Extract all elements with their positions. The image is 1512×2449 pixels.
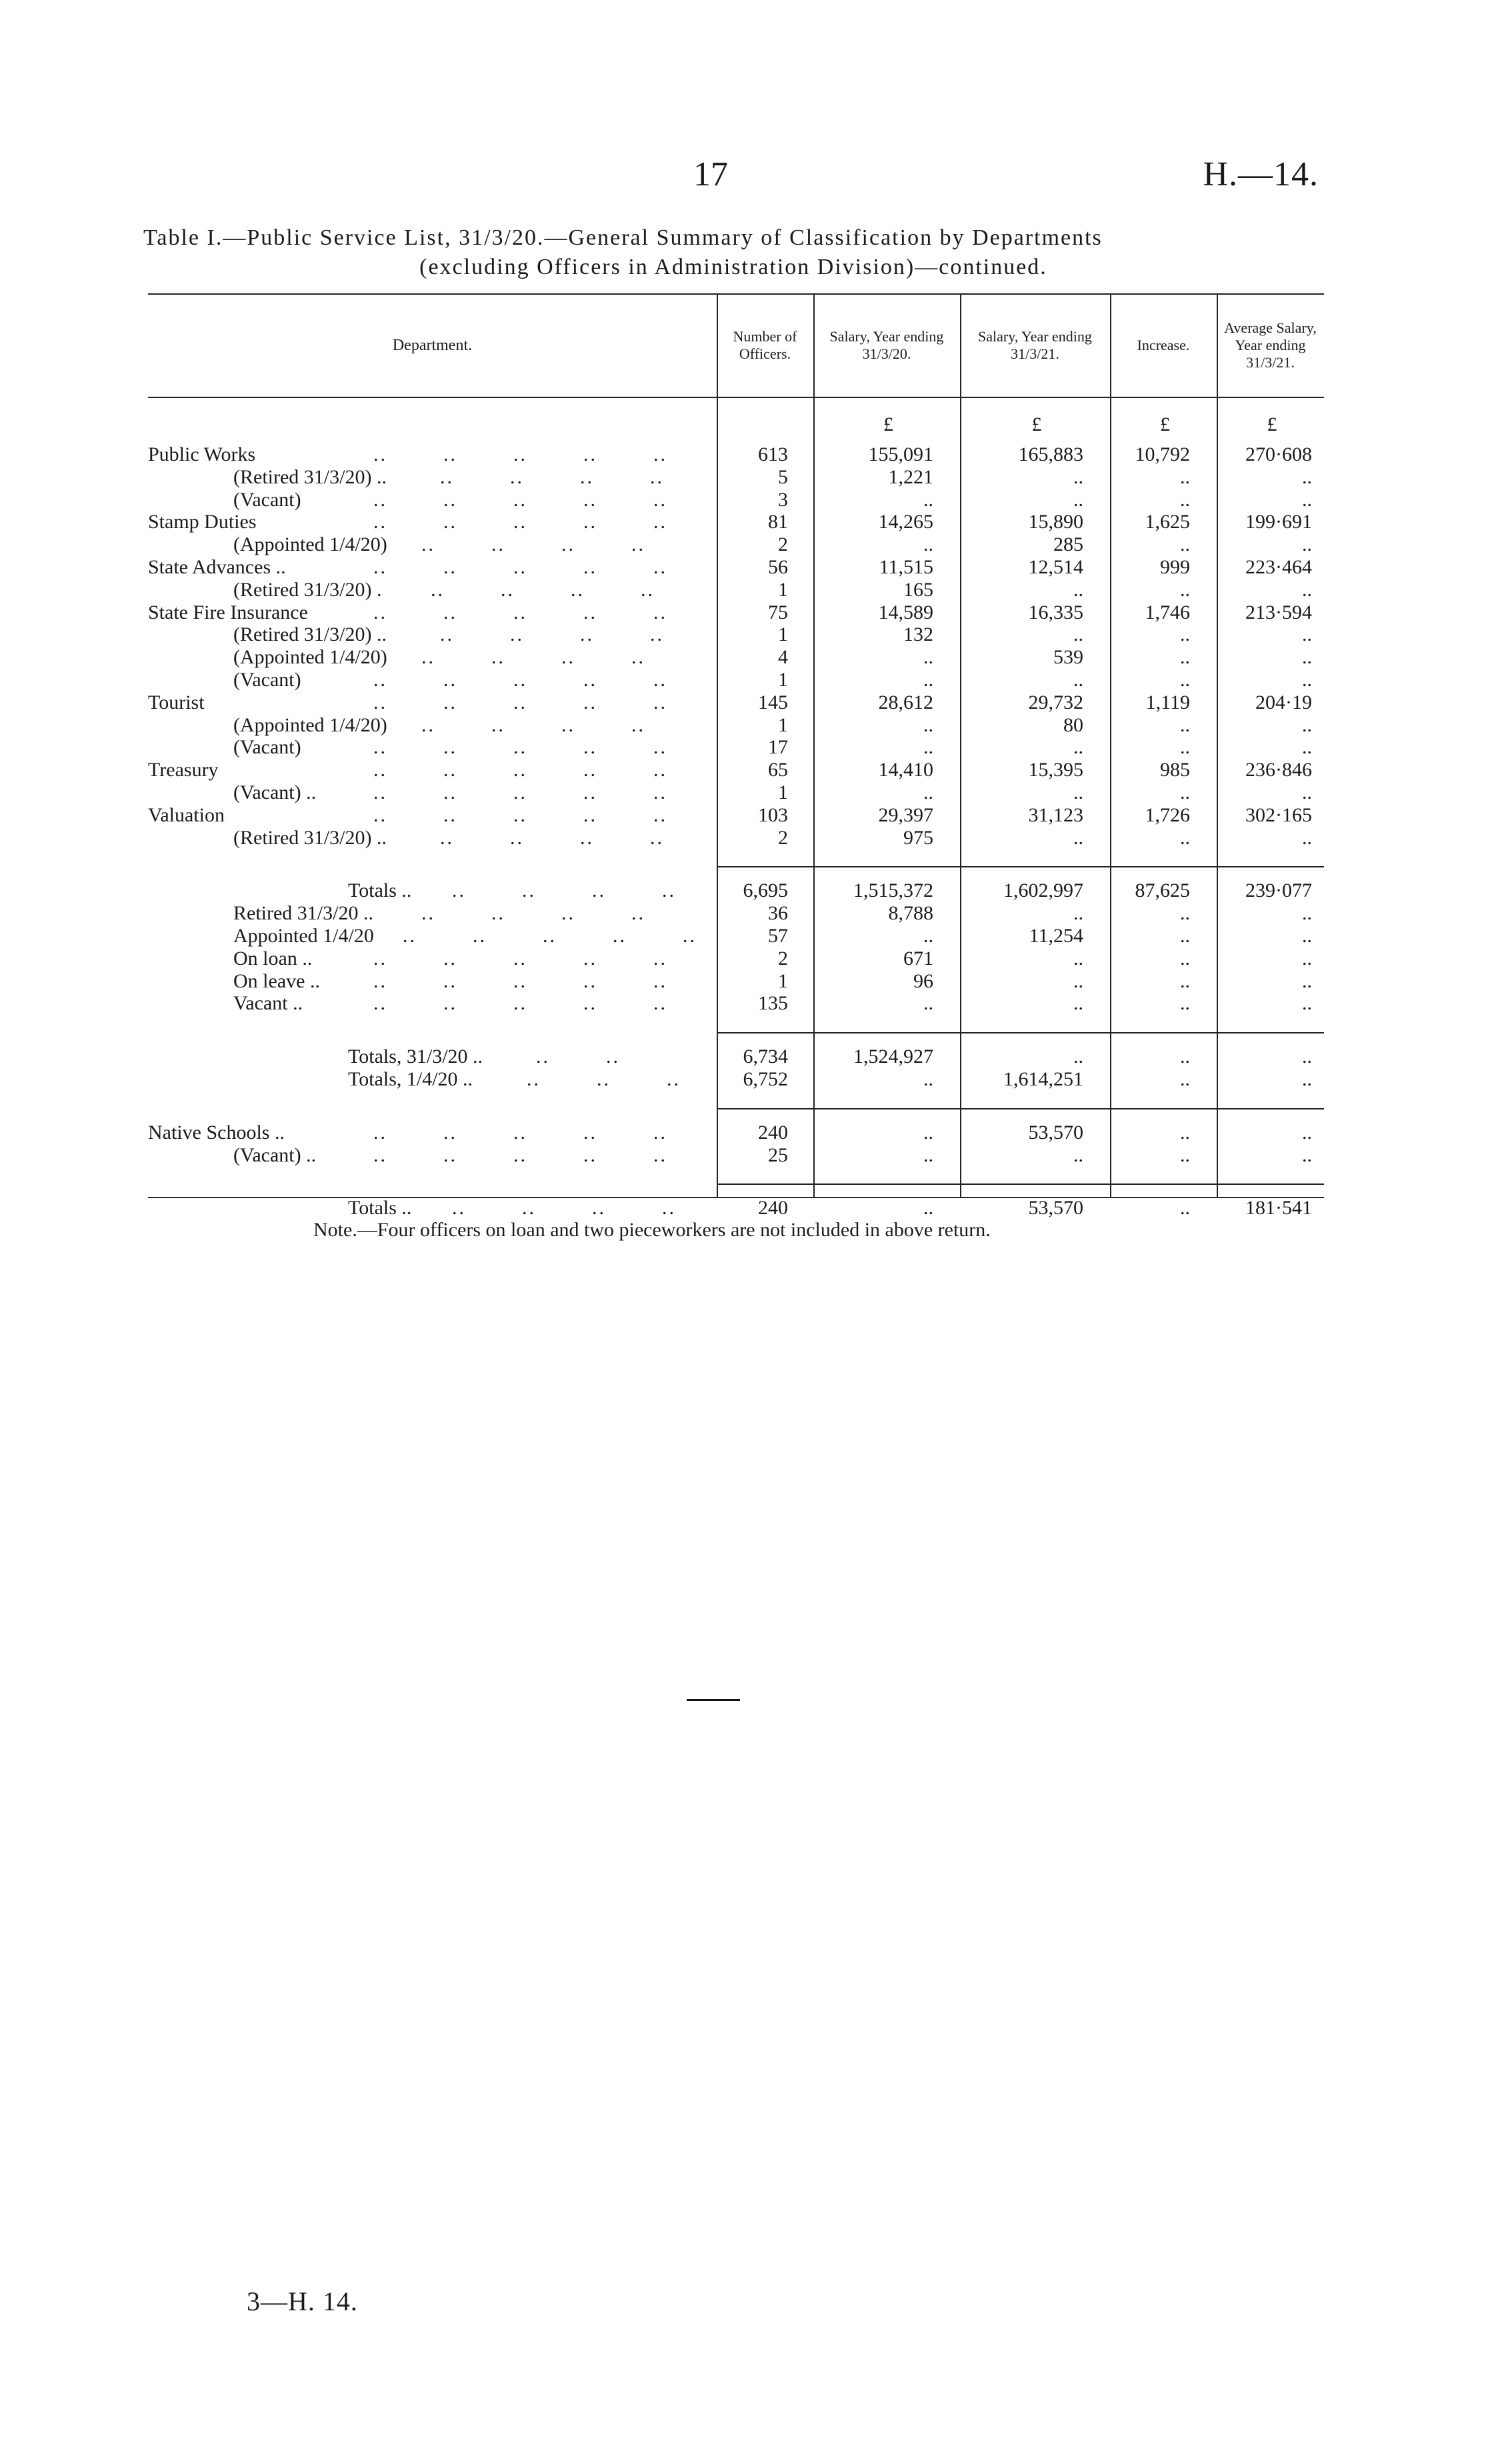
increase-cell: 10,792: [1135, 443, 1190, 465]
row-label: On loan ..: [233, 947, 313, 969]
officers-cell: 1: [778, 623, 788, 646]
officers-cell: 2: [778, 533, 788, 556]
leader-dots: .. .. .. .. ..: [373, 691, 667, 713]
average-salary-cell: 302·165: [1245, 803, 1312, 826]
leader-dots: .. .. ..: [527, 1068, 681, 1090]
increase-cell: 1,746: [1145, 601, 1190, 623]
officers-cell: 145: [758, 691, 788, 713]
row-label: (Retired 31/3/20) ..: [233, 623, 387, 646]
average-salary-cell: ..: [1302, 669, 1312, 691]
divider: [687, 1699, 740, 1701]
increase-cell: ..: [1180, 925, 1190, 947]
salary-1920-cell: ..: [923, 1068, 933, 1090]
salary-1920-cell: ..: [923, 925, 933, 947]
increase-cell: ..: [1180, 669, 1190, 691]
increase-cell: ..: [1180, 1197, 1190, 1219]
row-label: Totals ..: [348, 879, 412, 902]
increase-cell: ..: [1180, 826, 1190, 849]
increase-cell: ..: [1180, 1121, 1190, 1143]
leader-dots: .. .. .. .. ..: [373, 781, 667, 803]
row-label: Totals, 31/3/20 ..: [348, 1045, 483, 1068]
officers-cell: 65: [768, 759, 788, 781]
officers-cell: 1: [778, 713, 788, 736]
average-salary-cell: 204·19: [1255, 691, 1312, 713]
header-bottom-rule: [148, 397, 1324, 398]
increase-cell: 999: [1160, 556, 1190, 578]
leader-dots: .. .. .. ..: [440, 826, 664, 849]
header-average-salary: Average Salary, Year ending 31/3/21.: [1224, 319, 1317, 371]
average-salary-cell: ..: [1302, 781, 1312, 803]
leader-dots: .. .. .. .. ..: [373, 1143, 667, 1166]
officers-cell: 103: [758, 803, 788, 826]
leader-dots: .. .. .. ..: [421, 646, 645, 669]
row-label: Tourist: [148, 691, 205, 713]
average-salary-cell: 181·541: [1245, 1197, 1312, 1219]
average-salary-cell: ..: [1302, 578, 1312, 601]
salary-1920-cell: 132: [903, 623, 933, 646]
row-label: Retired 31/3/20 ..: [233, 902, 373, 925]
salary-1921-cell: 12,514: [1028, 556, 1083, 578]
leader-dots: .. .. .. ..: [440, 623, 664, 646]
header-number-of-officers: Number of Officers.: [733, 327, 797, 362]
table-top-rule: [148, 293, 1324, 295]
leader-dots: .. .. .. .. ..: [373, 488, 667, 511]
increase-cell: ..: [1180, 736, 1190, 759]
row-label: Totals, 1/4/20 ..: [348, 1068, 473, 1090]
table-subtitle: (excluding Officers in Administration Division)—continued.: [419, 255, 1047, 279]
officers-cell: 1: [778, 669, 788, 691]
officers-cell: 2: [778, 826, 788, 849]
salary-1921-cell: 15,890: [1028, 511, 1083, 533]
currency-unit: £: [883, 413, 893, 435]
salary-1920-cell: 28,612: [878, 691, 933, 713]
document-reference: H.—14.: [1203, 155, 1319, 193]
salary-1921-cell: 29,732: [1028, 691, 1083, 713]
salary-1920-cell: 14,265: [878, 511, 933, 533]
salary-1921-cell: 1,602,997: [1003, 879, 1083, 902]
officers-cell: 6,695: [743, 879, 788, 902]
leader-dots: .. .. .. .. ..: [373, 969, 667, 992]
leader-dots: .. .. .. .. ..: [373, 803, 667, 826]
increase-cell: ..: [1180, 578, 1190, 601]
salary-1921-cell: ..: [1073, 992, 1083, 1015]
leader-dots: .. .. .. ..: [421, 533, 645, 556]
row-label: (Retired 31/3/20) ..: [233, 826, 387, 849]
salary-1920-cell: ..: [923, 669, 933, 691]
average-salary-cell: ..: [1302, 947, 1312, 969]
officers-cell: 135: [758, 992, 788, 1015]
leader-dots: .. .. .. .. ..: [373, 556, 667, 578]
increase-cell: ..: [1180, 969, 1190, 992]
row-label: Native Schools ..: [148, 1121, 285, 1143]
officers-cell: 75: [768, 601, 788, 623]
row-label: (Appointed 1/4/20): [233, 646, 387, 669]
salary-1920-cell: ..: [923, 533, 933, 556]
officers-cell: 240: [758, 1121, 788, 1143]
leader-dots: .. .. .. ..: [421, 713, 645, 736]
currency-unit: £: [1031, 413, 1042, 435]
header-department: Department.: [392, 336, 473, 354]
increase-cell: 1,726: [1145, 803, 1190, 826]
row-label: (Vacant): [233, 669, 301, 691]
row-label: (Vacant) ..: [233, 781, 317, 803]
salary-1921-cell: ..: [1073, 488, 1083, 511]
salary-1920-cell: ..: [923, 1197, 933, 1219]
officers-cell: 613: [758, 443, 788, 465]
salary-1921-cell: 31,123: [1028, 803, 1083, 826]
row-label: Vacant ..: [233, 992, 303, 1015]
increase-cell: ..: [1180, 1143, 1190, 1166]
salary-1920-cell: 96: [913, 969, 933, 992]
row-label: (Vacant): [233, 488, 301, 511]
officers-cell: 1: [778, 969, 788, 992]
increase-cell: ..: [1180, 1068, 1190, 1090]
group-separator: [717, 1108, 1324, 1109]
officers-cell: 1: [778, 781, 788, 803]
average-salary-cell: ..: [1302, 465, 1312, 488]
salary-1920-cell: 975: [903, 826, 933, 849]
row-label: Stamp Duties: [148, 511, 257, 533]
increase-cell: 985: [1160, 759, 1190, 781]
salary-1920-cell: ..: [923, 488, 933, 511]
average-salary-cell: ..: [1302, 1045, 1312, 1068]
salary-1921-cell: ..: [1073, 669, 1083, 691]
salary-1921-cell: ..: [1073, 1143, 1083, 1166]
officers-cell: 3: [778, 488, 788, 511]
leader-dots: .. .. .. ..: [452, 1197, 676, 1219]
leader-dots: .. .. .. .. ..: [373, 1121, 667, 1143]
salary-1921-cell: 1,614,251: [1003, 1068, 1083, 1090]
average-salary-cell: ..: [1302, 713, 1312, 736]
increase-cell: ..: [1180, 623, 1190, 646]
average-salary-cell: ..: [1302, 488, 1312, 511]
salary-1920-cell: ..: [923, 713, 933, 736]
leader-dots: .. .. .. ..: [421, 902, 645, 925]
salary-1921-cell: 53,570: [1028, 1121, 1083, 1143]
salary-1921-cell: 539: [1053, 646, 1083, 669]
average-salary-cell: ..: [1302, 533, 1312, 556]
salary-1921-cell: ..: [1073, 623, 1083, 646]
salary-1920-cell: ..: [923, 646, 933, 669]
salary-1921-cell: ..: [1073, 736, 1083, 759]
average-salary-cell: 199·691: [1245, 511, 1312, 533]
officers-cell: 2: [778, 947, 788, 969]
increase-cell: ..: [1180, 488, 1190, 511]
salary-1921-cell: ..: [1073, 969, 1083, 992]
leader-dots: .. .. .. ..: [431, 578, 655, 601]
salary-1920-cell: 14,410: [878, 759, 933, 781]
leader-dots: .. .. .. .. ..: [403, 925, 697, 947]
salary-1921-cell: 165,883: [1018, 443, 1083, 465]
leader-dots: .. .. .. .. ..: [373, 511, 667, 533]
page-number: 17: [693, 155, 728, 193]
leader-dots: .. .. .. .. ..: [373, 443, 667, 465]
leader-dots: .. .. .. ..: [452, 879, 676, 902]
average-salary-cell: ..: [1302, 646, 1312, 669]
leader-dots: .. .. .. .. ..: [373, 736, 667, 759]
increase-cell: ..: [1180, 646, 1190, 669]
row-label: State Fire Insurance: [148, 601, 308, 623]
leader-dots: .. .. .. .. ..: [373, 669, 667, 691]
officers-cell: 57: [768, 925, 788, 947]
salary-1920-cell: 671: [903, 947, 933, 969]
officers-cell: 36: [768, 902, 788, 925]
average-salary-cell: 270·608: [1245, 443, 1312, 465]
salary-1921-cell: ..: [1073, 781, 1083, 803]
increase-cell: ..: [1180, 902, 1190, 925]
salary-1920-cell: 165: [903, 578, 933, 601]
row-label: State Advances ..: [148, 556, 286, 578]
increase-cell: ..: [1180, 465, 1190, 488]
increase-cell: ..: [1180, 992, 1190, 1015]
average-salary-cell: ..: [1302, 1143, 1312, 1166]
currency-unit: £: [1160, 413, 1170, 435]
salary-1920-cell: 155,091: [868, 443, 933, 465]
average-salary-cell: 239·077: [1245, 879, 1312, 902]
leader-dots: .. .. .. ..: [440, 465, 664, 488]
salary-1921-cell: 11,254: [1029, 925, 1083, 947]
leader-dots: .. .. .. .. ..: [373, 992, 667, 1015]
row-label: Valuation: [148, 803, 225, 826]
increase-cell: ..: [1180, 781, 1190, 803]
salary-1921-cell: 285: [1053, 533, 1083, 556]
officers-cell: 5: [778, 465, 788, 488]
average-salary-cell: 223·464: [1245, 556, 1312, 578]
average-salary-cell: ..: [1302, 826, 1312, 849]
footer-reference: 3—H. 14.: [247, 2286, 358, 2316]
officers-cell: 6,734: [743, 1045, 788, 1068]
row-label: On leave ..: [233, 969, 320, 992]
increase-cell: 1,625: [1145, 511, 1190, 533]
salary-1921-cell: 16,335: [1028, 601, 1083, 623]
officers-cell: 240: [758, 1197, 788, 1219]
officers-cell: 6,752: [743, 1068, 788, 1090]
row-label: (Appointed 1/4/20): [233, 533, 387, 556]
average-salary-cell: ..: [1302, 623, 1312, 646]
officers-cell: 81: [768, 511, 788, 533]
salary-1920-cell: 8,788: [888, 902, 933, 925]
salary-1920-cell: ..: [923, 781, 933, 803]
row-label: (Vacant): [233, 736, 301, 759]
salary-1920-cell: ..: [923, 1143, 933, 1166]
row-label: (Retired 31/3/20) .: [233, 578, 382, 601]
row-label: Treasury: [148, 759, 219, 781]
salary-1920-cell: ..: [923, 992, 933, 1015]
average-salary-cell: ..: [1302, 902, 1312, 925]
salary-1921-cell: 80: [1063, 713, 1083, 736]
salary-1920-cell: 1,221: [888, 465, 933, 488]
salary-1920-cell: 29,397: [878, 803, 933, 826]
row-label: Totals ..: [348, 1197, 412, 1219]
group-separator: [717, 866, 1324, 867]
salary-1920-cell: 1,515,372: [853, 879, 933, 902]
row-label: Appointed 1/4/20: [233, 925, 374, 947]
salary-1920-cell: ..: [923, 736, 933, 759]
officers-cell: 17: [768, 736, 788, 759]
table-title: Table I.—Public Service List, 31/3/20.—General Summary of Classification by Departments: [143, 225, 1103, 250]
leader-dots: .. .. .. .. ..: [373, 601, 667, 623]
leader-dots: .. .. .. .. ..: [373, 759, 667, 781]
officers-cell: 1: [778, 578, 788, 601]
group-separator: [717, 1032, 1324, 1033]
salary-1921-cell: ..: [1073, 902, 1083, 925]
average-salary-cell: ..: [1302, 925, 1312, 947]
officers-cell: 56: [768, 556, 788, 578]
group-separator: [717, 1183, 1324, 1185]
average-salary-cell: ..: [1302, 736, 1312, 759]
salary-1921-cell: ..: [1073, 826, 1083, 849]
leader-dots: .. ..: [536, 1045, 620, 1068]
salary-1920-cell: 14,589: [878, 601, 933, 623]
salary-1920-cell: 1,524,927: [853, 1045, 933, 1068]
increase-cell: 1,119: [1145, 691, 1190, 713]
average-salary-cell: 213·594: [1245, 601, 1312, 623]
average-salary-cell: 236·846: [1245, 759, 1312, 781]
salary-1921-cell: 53,570: [1028, 1197, 1083, 1219]
salary-1921-cell: 15,395: [1028, 759, 1083, 781]
officers-cell: 25: [768, 1143, 788, 1166]
header-increase: Increase.: [1137, 336, 1190, 353]
leader-dots: .. .. .. .. ..: [373, 947, 667, 969]
table-note: Note.—Four officers on loan and two pieceworkers are not included in above return.: [313, 1219, 991, 1241]
salary-1920-cell: 11,515: [879, 556, 933, 578]
salary-1921-cell: ..: [1073, 578, 1083, 601]
header-salary-1920: Salary, Year ending 31/3/20.: [829, 327, 944, 362]
row-label: (Vacant) ..: [233, 1143, 317, 1166]
row-label: (Appointed 1/4/20): [233, 713, 387, 736]
officers-cell: 4: [778, 646, 788, 669]
row-label: Public Works: [148, 443, 256, 465]
increase-cell: 87,625: [1135, 879, 1190, 902]
average-salary-cell: ..: [1302, 1121, 1312, 1143]
currency-unit: £: [1267, 413, 1277, 435]
row-label: (Retired 31/3/20) ..: [233, 465, 387, 488]
salary-1921-cell: ..: [1073, 947, 1083, 969]
increase-cell: ..: [1180, 1045, 1190, 1068]
increase-cell: ..: [1180, 713, 1190, 736]
header-salary-1921: Salary, Year ending 31/3/21.: [978, 327, 1092, 362]
average-salary-cell: ..: [1302, 992, 1312, 1015]
average-salary-cell: ..: [1302, 969, 1312, 992]
average-salary-cell: ..: [1302, 1068, 1312, 1090]
salary-1920-cell: ..: [923, 1121, 933, 1143]
salary-1921-cell: ..: [1073, 465, 1083, 488]
salary-1921-cell: ..: [1073, 1045, 1083, 1068]
increase-cell: ..: [1180, 947, 1190, 969]
increase-cell: ..: [1180, 533, 1190, 556]
